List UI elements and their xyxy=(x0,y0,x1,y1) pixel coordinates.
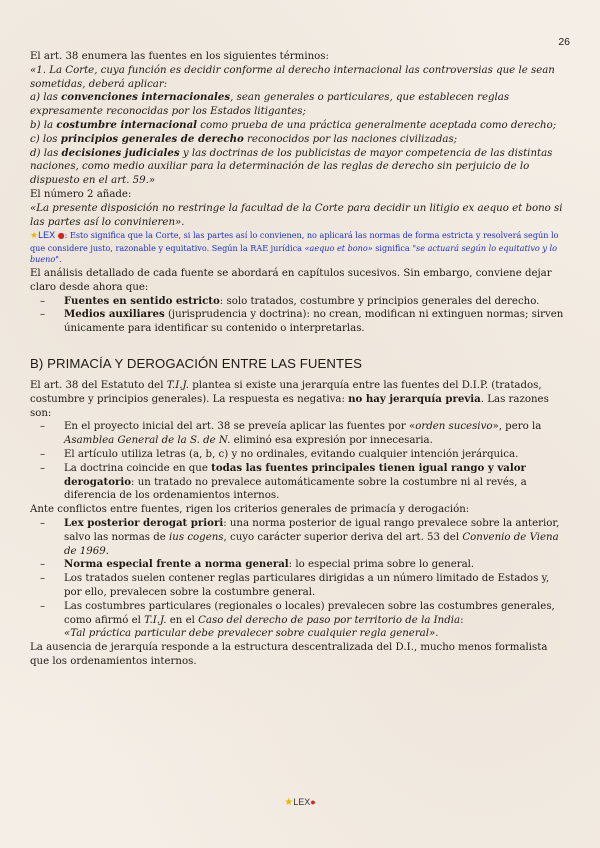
reasons-list xyxy=(30,420,568,503)
list-item: – Lex posterior derogat priori: una norma posterior de igual rango prevalece sobre la anterior, salvo las normas de ius cogens, cuyo carácter superior deriva del art. 53 del Convenio de Viena de 1969. xyxy=(64,517,568,558)
footer-label: LEX xyxy=(293,797,311,807)
conflicts-text: Ante conflictos entre fuentes, rigen los criterios generales de primacía y derogación: xyxy=(30,504,470,516)
list-item: – Norma especial frente a norma general: lo especial prima sobre lo general. xyxy=(64,558,568,572)
page-number: 26 xyxy=(558,36,570,48)
lex-label: LEX xyxy=(38,230,56,241)
lex-note: ★LEX ●: Esto significa que la Corte, si las partes así lo convienen, no aplicará las normas de forma estricta y resolverá según lo que considere justo, razonable y equitativo. Según la RAE jurídica «aequo et bono» significa "se actuará según lo equitativo y lo bueno". xyxy=(30,230,559,264)
intro-text: El art. 38 enumera las fuentes en los siguientes términos: xyxy=(30,51,329,62)
footer-logo xyxy=(0,797,600,808)
section-heading: B) PRIMACÍA Y DEROGACIÓN ENTRE LAS FUENTES xyxy=(30,355,362,371)
section-a xyxy=(30,50,568,336)
item-c: c) los principios generales de derecho reconocidos por las naciones civilizadas; xyxy=(30,132,458,145)
primacy-intro: El art. 38 del Estatuto del T.I.J. plantea si existe una jerarquía entre las fuentes del D.I.P. (tratados, costumbre y principios generales). La respuesta es negativa: no hay jerarquía previa. Las razones son: xyxy=(30,379,549,419)
closing-text: La ausencia de jerarquía responde a la estructura descentralizada del D.I., mucho menos formalista que los ordenamientos internos. xyxy=(30,642,548,667)
article-quote-2: «La presente disposición no restringe la facultad de la Corte para decidir un litigio ex aequo et bono si las partes así lo convinieren». xyxy=(30,202,563,228)
drop-icon: ● xyxy=(310,797,316,807)
list-item: – Los tratados suelen contener reglas particulares dirigidas a un número limitado de Estados y, por ello, prevalecen sobre la costumbre general. xyxy=(64,572,568,600)
analysis-text: El análisis detallado de cada fuente se abordará en capítulos sucesivos. Sin embargo, conviene dejar claro desde ahora que: xyxy=(30,267,552,293)
list-item: – La doctrina coincide en que todas las fuentes principales tienen igual rango y valor derogatorio: un tratado no prevalece automáticamente sobre la costumbre ni al revés, a diferencia de los ordenamientos internos. xyxy=(64,462,568,503)
section-b xyxy=(30,379,568,669)
item-d: d) las decisiones judiciales y las doctrinas de los publicistas de mayor competencia de las distintas naciones, como medio auxiliar para la determinación de las reglas de derecho sin perjuicio de lo dispuesto en el art. 59.» xyxy=(30,146,553,187)
article-quote-1: «1. La Corte, cuya función es decidir conforme al derecho internacional las controversias que le sean sometidas, deberá aplicar: xyxy=(30,64,555,90)
list-item: – Las costumbres particulares (regionales o locales) prevalecen sobre las costumbres generales, como afirmó el T.I.J. en el Caso del derecho de paso por territorio de la India: «Tal práctica particular debe prevalecer sobre cualquier regla general». xyxy=(64,600,568,641)
list-item: – En el proyecto inicial del art. 38 se preveía aplicar las fuentes por «orden sucesivo», pero la Asamblea General de la S. de N. eliminó esa expresión por innecesaria. xyxy=(64,420,568,448)
drop-icon: ● xyxy=(57,231,65,241)
list-item: – Medios auxiliares (jurisprudencia y doctrina): no crean, modifican ni extinguen normas; sirven únicamente para identificar su contenido o interpretarlas. xyxy=(64,308,568,336)
item-a: a) las convenciones internacionales, sean generales o particulares, que establecen reglas expresamente reconocidas por los Estados litigantes; xyxy=(30,91,510,118)
sources-list xyxy=(30,295,568,336)
criteria-list xyxy=(30,517,568,641)
list-item: – Fuentes en sentido estricto: solo tratados, costumbre y principios generales del derecho. xyxy=(64,295,568,309)
star-icon: ★ xyxy=(30,231,39,242)
number-two-text: El número 2 añade: xyxy=(30,188,132,200)
list-item: – El artículo utiliza letras (a, b, c) y no ordinales, evitando cualquier intención jerárquica. xyxy=(64,448,568,462)
star-icon: ★ xyxy=(284,797,294,808)
item-b: b) la costumbre internacional como prueba de una práctica generalmente aceptada como derecho; xyxy=(30,118,557,131)
